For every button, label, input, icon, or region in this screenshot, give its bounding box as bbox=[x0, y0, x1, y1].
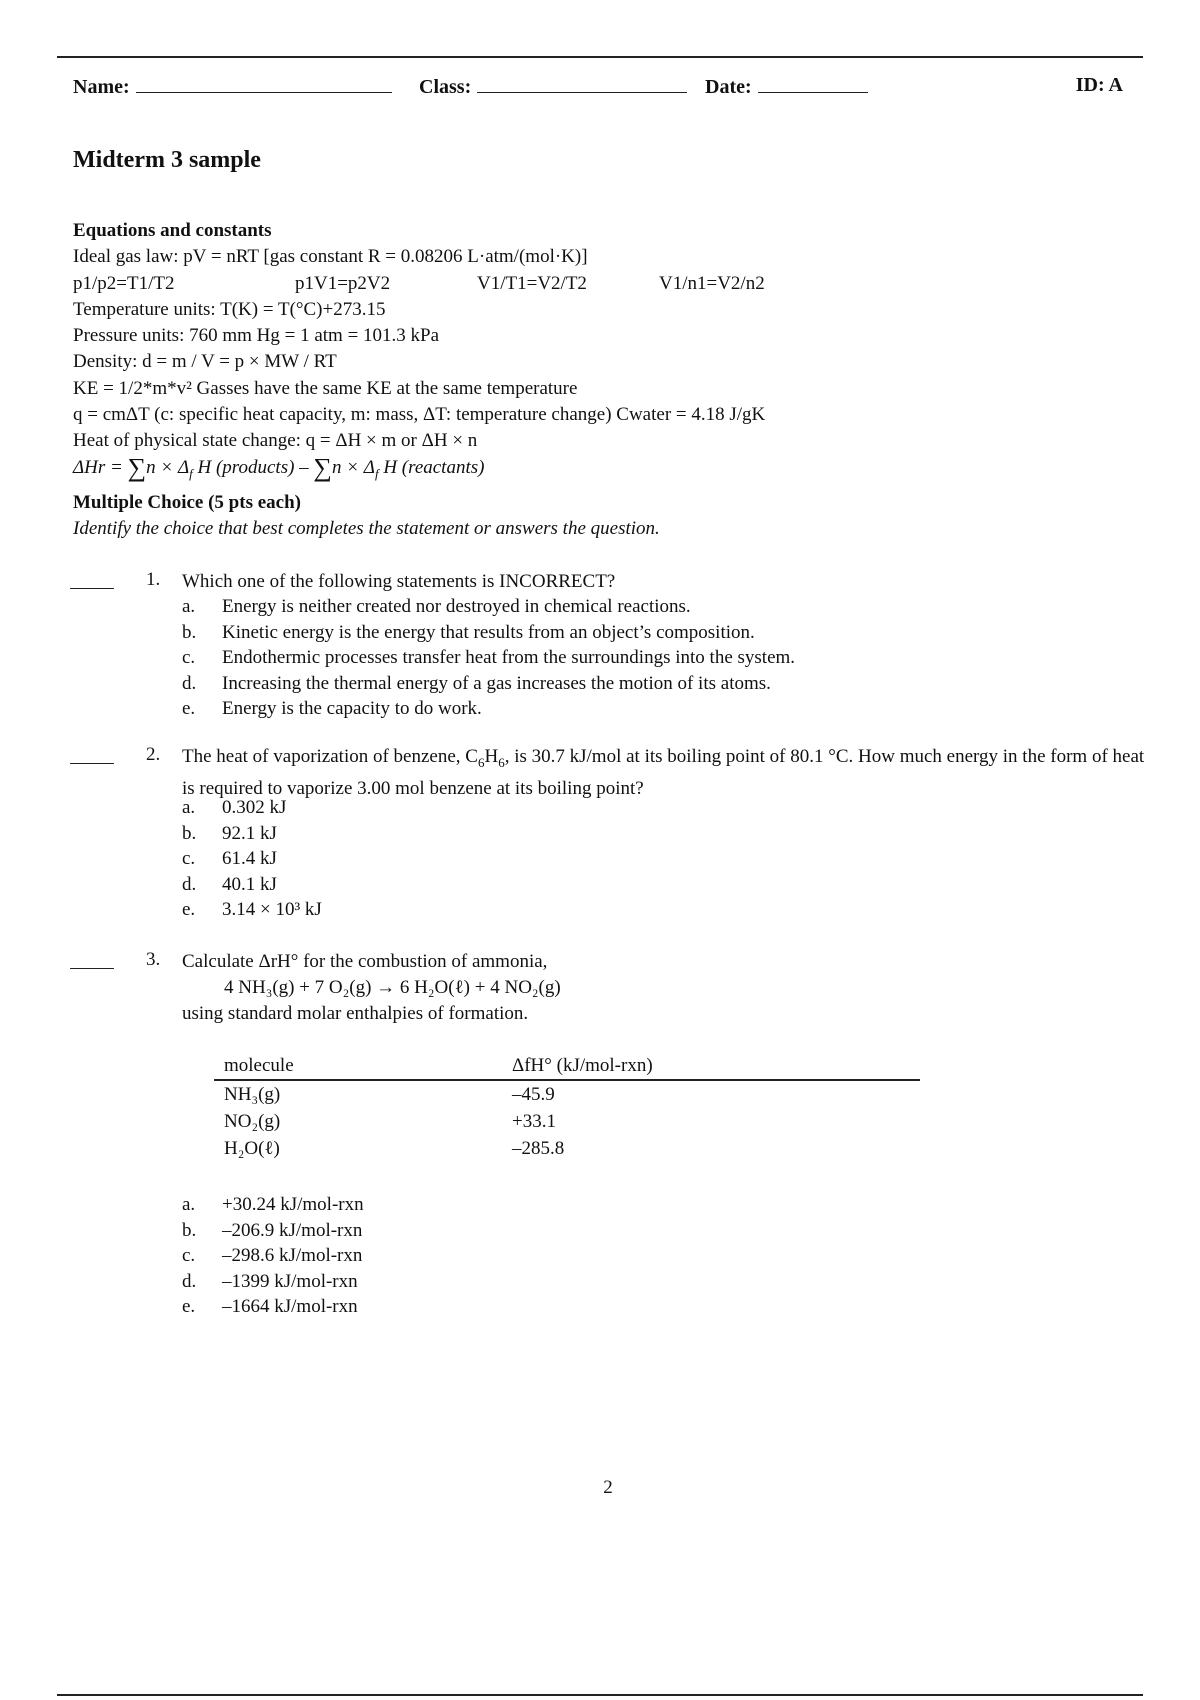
gas-law-3: V1/T1=V2/T2 bbox=[477, 272, 587, 294]
kinetic-energy-equation: KE = 1/2*m*v² Gasses have the same KE at the same temperature bbox=[73, 377, 578, 399]
enthalpy-table bbox=[214, 1053, 920, 1162]
choice-d[interactable]: d. Increasing the thermal energy of a gas increases the motion of its atoms. bbox=[182, 672, 771, 694]
name-label: Name: bbox=[73, 76, 130, 98]
question-number: 1. bbox=[146, 569, 161, 590]
choice-c[interactable]: c. –298.6 kJ/mol-rxn bbox=[182, 1245, 363, 1266]
enthalpy-cell: –45.9 bbox=[512, 1084, 555, 1105]
page-number: 2 bbox=[603, 1477, 613, 1498]
choice-a[interactable]: a. Energy is neither created nor destroyed in chemical reactions. bbox=[182, 596, 691, 617]
density-equation: Density: d = m / V = p × MW / RT bbox=[73, 351, 337, 373]
question-number: 2. bbox=[146, 744, 161, 765]
name-blank[interactable] bbox=[136, 74, 392, 93]
phase-change-equation: Heat of physical state change: q = ΔH × m or ΔH × n bbox=[73, 430, 478, 452]
hess-reactants-term: n × Δ bbox=[331, 456, 375, 478]
choice-a[interactable]: a. 0.302 kJ bbox=[182, 797, 287, 818]
hess-reactants-rest: H (reactants) bbox=[383, 456, 485, 478]
molecule-cell: H₂O(ℓ) bbox=[224, 1138, 280, 1159]
question-number: 3. bbox=[146, 949, 161, 970]
top-rule bbox=[57, 56, 1143, 58]
choice-list bbox=[182, 1192, 364, 1320]
question-stem bbox=[182, 949, 1148, 1027]
choice-d[interactable]: d. –1399 kJ/mol-rxn bbox=[182, 1270, 358, 1292]
hess-law-equation: $\Delta Hr = \sum n \times \Delta_f$ H (products) – $\sum n \times \Delta_f$ H (reactants) bbox=[73, 452, 485, 482]
name-field[interactable] bbox=[73, 74, 392, 99]
mc-instructions: Identify the choice that best completes the statement or answers the question. bbox=[73, 518, 660, 539]
id-label: ID: A bbox=[1075, 74, 1123, 96]
gas-law-1: p1/p2=T1/T2 bbox=[73, 272, 175, 294]
choice-list bbox=[182, 594, 795, 722]
hess-products-term: n × Δ bbox=[146, 456, 190, 478]
equations-heading: Equations and constants bbox=[73, 220, 272, 241]
class-blank[interactable] bbox=[477, 74, 687, 93]
sum-symbol: ∑ bbox=[313, 452, 332, 482]
choice-b[interactable]: b. –206.9 kJ/mol-rxn bbox=[182, 1219, 363, 1241]
hess-lhs: ΔHr = bbox=[73, 456, 128, 478]
bottom-rule bbox=[57, 1694, 1143, 1696]
class-label: Class: bbox=[419, 76, 472, 98]
class-field[interactable] bbox=[419, 74, 687, 99]
choice-c[interactable]: c. Endothermic processes transfer heat from the surroundings into the system. bbox=[182, 647, 796, 668]
choice-b[interactable]: b. 92.1 kJ bbox=[182, 822, 277, 844]
choice-e[interactable]: e. Energy is the capacity to do work. bbox=[182, 698, 482, 719]
answer-blank[interactable] bbox=[70, 949, 114, 969]
gas-laws-row bbox=[73, 271, 1133, 297]
molecule-cell: NO₂(g) bbox=[224, 1111, 281, 1132]
page-title: Midterm 3 sample bbox=[73, 147, 261, 173]
pressure-units: Pressure units: 760 mm Hg = 1 atm = 101.3 kPa bbox=[73, 325, 440, 347]
question-stem-text: Calculate ΔrH° for the combustion of ammonia, bbox=[182, 951, 548, 972]
gas-law-4: V1/n1=V2/n2 bbox=[659, 272, 765, 294]
temperature-units: Temperature units: T(K) = T(°C)+273.15 bbox=[73, 298, 386, 320]
equations-section bbox=[73, 218, 1133, 487]
column-header-enthalpy: ΔfH° (kJ/mol-rxn) bbox=[502, 1053, 920, 1080]
table-row bbox=[214, 1108, 920, 1135]
molecule-cell: NH₃(g) bbox=[224, 1084, 281, 1105]
answer-blank[interactable] bbox=[70, 744, 114, 764]
choice-a[interactable]: a. +30.24 kJ/mol-rxn bbox=[182, 1194, 364, 1215]
choice-d[interactable]: d. 40.1 kJ bbox=[182, 873, 277, 895]
column-header-molecule: molecule bbox=[214, 1053, 502, 1080]
heat-equation: q = cmΔT (c: specific heat capacity, m: mass, ΔT: temperature change) Cwater = 4.18 J/gK bbox=[73, 404, 766, 426]
question-stem: The heat of vaporization of benzene, $C_6H_6$, is 30.7 kJ/mol at its boiling point of 80.1 °C. How much energy in the form of heat is required to vaporize 3.00 mol benzene at its boiling point? bbox=[182, 746, 1145, 799]
gas-law-2: p1V1=p2V2 bbox=[295, 272, 391, 294]
question-stem-end: using standard molar enthalpies of formation. bbox=[182, 1003, 529, 1024]
reaction-equation: 4 NH₃(g) + 7 O₂(g) → 6 H₂O(ℓ) + 4 NO₂(g) bbox=[224, 977, 561, 998]
answer-blank[interactable] bbox=[70, 569, 114, 589]
choice-b[interactable]: b. Kinetic energy is the energy that results from an object’s composition. bbox=[182, 621, 755, 643]
header-row bbox=[73, 74, 1123, 104]
choice-list bbox=[182, 795, 322, 923]
date-label: Date: bbox=[705, 76, 752, 98]
choice-e[interactable]: e. –1664 kJ/mol-rxn bbox=[182, 1296, 358, 1317]
table-row bbox=[214, 1135, 920, 1162]
hess-products-rest: H (products) – bbox=[197, 456, 314, 478]
mc-heading: Multiple Choice (5 pts each) bbox=[73, 492, 301, 513]
question-stem: Which one of the following statements is INCORRECT? bbox=[182, 571, 616, 592]
table-row bbox=[214, 1080, 920, 1108]
table-header-row bbox=[214, 1053, 920, 1080]
enthalpy-cell: –285.8 bbox=[512, 1138, 565, 1159]
enthalpy-cell: +33.1 bbox=[512, 1111, 556, 1132]
choice-c[interactable]: c. 61.4 kJ bbox=[182, 848, 277, 869]
date-field[interactable] bbox=[705, 74, 868, 99]
date-blank[interactable] bbox=[758, 74, 868, 93]
ideal-gas-law: Ideal gas law: pV = nRT [gas constant R = 0.08206 L·atm/(mol·K)] bbox=[73, 246, 588, 268]
choice-e[interactable]: e. 3.14 × 10³ kJ bbox=[182, 899, 322, 920]
sum-symbol: ∑ bbox=[127, 452, 147, 482]
